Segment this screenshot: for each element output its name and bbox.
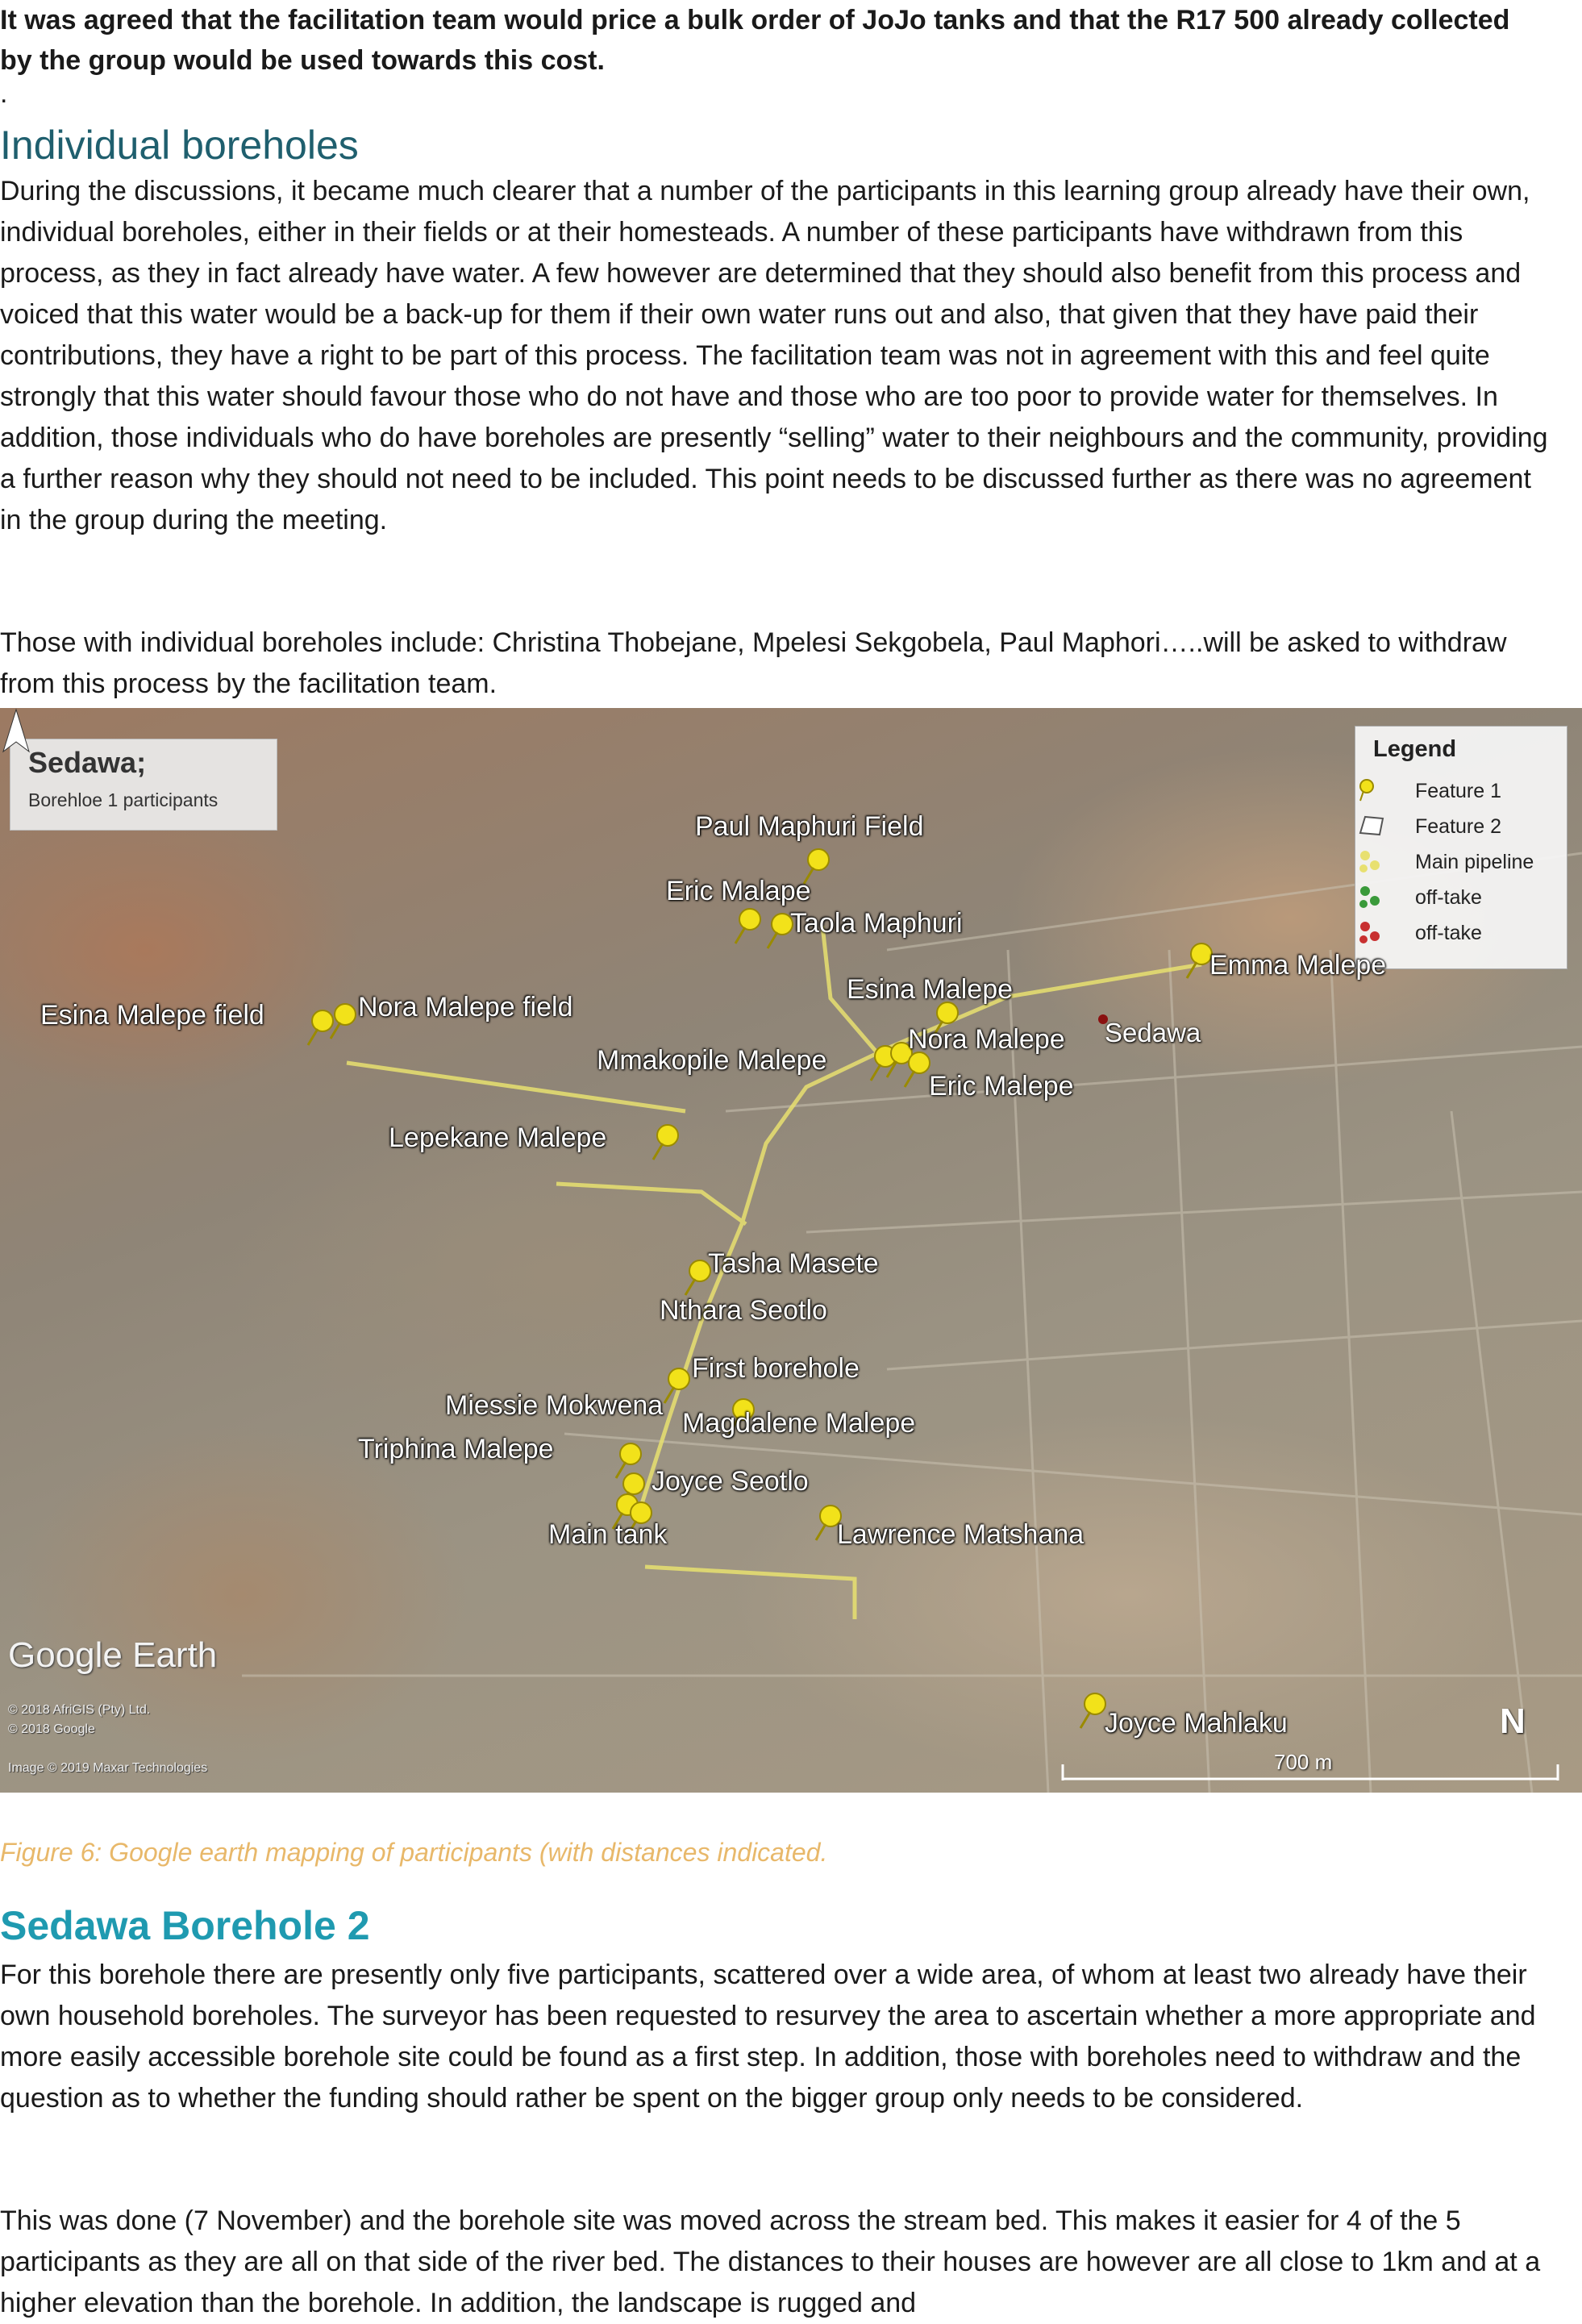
map-label: Main tank xyxy=(548,1519,668,1550)
pin-icon xyxy=(308,1010,333,1045)
map-label: Lepekane Malepe xyxy=(389,1122,607,1153)
pin-icon xyxy=(768,914,793,948)
map-label: Paul Maphuri Field xyxy=(695,811,924,842)
map-subtitle: Borehloe 1 participants xyxy=(28,789,219,810)
stray-dot: . xyxy=(0,78,8,109)
village-label: Sedawa xyxy=(1105,1018,1201,1047)
map-label: Emma Malepe xyxy=(1209,950,1387,981)
legend-item-feature-1: Feature 1 xyxy=(1415,780,1502,802)
map-label: Esina Malepe xyxy=(847,974,1014,1005)
google-earth-map xyxy=(0,708,1582,1793)
pipeline-icon xyxy=(1355,848,1388,875)
pin-icon xyxy=(685,1260,710,1295)
paragraph-individual-boreholes: During the discussions, it became much clearer that a number of the participants in this learning group already have their own, individual boreholes, either in their fields or at their homesteads. A number of these participants have withdrawn from this process, as they in fact already have water. A few however are determined that they should also benefit from this process and voiced that this water would be a back-up for them if their own water runs out and also, that given that they have paid their contributions, they have a right to be part of this process. The facilitation team was not in agreement with this and feel quite strongly that this water should favour those who do not have and those who are too poor to provide water for themselves. In addition, those individuals who do have boreholes are presently “selling” water to their neighbours and the community, providing a further reason why they should not need to be included. This point needs to be discussed further as there was no agreement in the group during the meeting. xyxy=(0,176,1548,535)
map-label: Eric Malepe xyxy=(929,1071,1074,1102)
map-label: Miessie Mokwena xyxy=(445,1390,664,1421)
map-label: Taola Maphuri xyxy=(790,908,963,939)
map-label: Magdalene Malepe xyxy=(682,1408,916,1439)
map-label: Esina Malepe field xyxy=(40,1000,264,1031)
map-label: Nora Malepe field xyxy=(358,992,573,1022)
figure-caption: Figure 6: Google earth mapping of participants (with distances indicated. xyxy=(0,1838,828,1867)
map-title-box xyxy=(10,739,277,831)
scale-label: 700 m xyxy=(1274,1750,1333,1774)
google-earth-logo: Google Earth xyxy=(8,1635,218,1675)
map-label: Lawrence Matshana xyxy=(837,1519,1085,1550)
pin-icon xyxy=(653,1125,678,1160)
legend-item-main-pipeline: Main pipeline xyxy=(1415,851,1534,873)
pin-icon xyxy=(1080,1693,1105,1728)
offtake-red-icon xyxy=(1355,918,1388,946)
pin-icon xyxy=(735,909,760,943)
map-label: Tasha Masete xyxy=(708,1248,879,1279)
pin-icon xyxy=(1355,777,1388,804)
north-arrow-icon xyxy=(0,708,32,753)
north-label: N xyxy=(1500,1701,1526,1741)
map-label: Joyce Seotlo xyxy=(652,1466,809,1497)
heading-sedawa-borehole-2: Sedawa Borehole 2 xyxy=(0,1903,370,1948)
map-label: Nora Malepe xyxy=(908,1024,1065,1055)
legend-item-feature-2: Feature 2 xyxy=(1415,815,1502,838)
map-label: Mmakopile Malepe xyxy=(597,1045,827,1076)
map-label: First borehole xyxy=(692,1353,860,1384)
map-label: Triphina Malepe xyxy=(358,1434,554,1464)
map-credit: Image © 2019 Maxar Technologies xyxy=(8,1761,208,1775)
paragraph-boreholes-list: Those with individual boreholes include: Christina Thobejane, Mpelesi Sekgobela, Paul Maphori…..will be asked to withdraw from this process by the facilitation team. xyxy=(0,627,1507,699)
map-credit: © 2018 Google xyxy=(8,1722,95,1736)
paragraph-borehole-2-update: This was done (7 November) and the borehole site was moved across the stream bed. This makes it easier for 4 of the 5 participants as they are all on that side of the river bed. The distances to their houses are however are all close to 1km and at a higher elevation than the borehole. In addition, the landscape is rugged and xyxy=(0,2205,1541,2318)
map-title: Sedawa; xyxy=(28,746,147,779)
pin-icon xyxy=(616,1443,641,1478)
map-label: Nthara Seotlo xyxy=(660,1295,827,1326)
heading-individual-boreholes: Individual boreholes xyxy=(0,123,359,168)
map-label: Eric Malape xyxy=(666,876,811,906)
legend-item-offtake-red: off-take xyxy=(1415,922,1482,944)
polygon-icon xyxy=(1355,812,1388,839)
pin-icon xyxy=(331,1004,356,1039)
intro-bold-paragraph: It was agreed that the facilitation team would price a bulk order of JoJo tanks and that the R17 500 already collected by the group would be used towards this cost. xyxy=(0,5,1510,76)
map-label: Joyce Mahlaku xyxy=(1105,1708,1288,1739)
legend-title: Legend xyxy=(1373,736,1457,762)
legend-item-offtake-green: off-take xyxy=(1415,886,1482,909)
paragraph-borehole-2: For this borehole there are presently only five participants, scattered over a wide area, of whom at least two already have their own household boreholes. The surveyor has been requested to resurvey the area to ascertain whether a more appropriate and more easily accessible borehole site could be found as a first step. In addition, those with boreholes need to withdraw and the question as to whether the funding should rather be spent on the bigger group only needs to be considered. xyxy=(0,1960,1536,2114)
offtake-green-icon xyxy=(1355,883,1388,910)
map-legend xyxy=(1355,726,1567,969)
map-credit: © 2018 AfriGIS (Pty) Ltd. xyxy=(8,1703,151,1717)
pin-icon xyxy=(1187,943,1212,978)
map-pins xyxy=(308,849,1212,1728)
